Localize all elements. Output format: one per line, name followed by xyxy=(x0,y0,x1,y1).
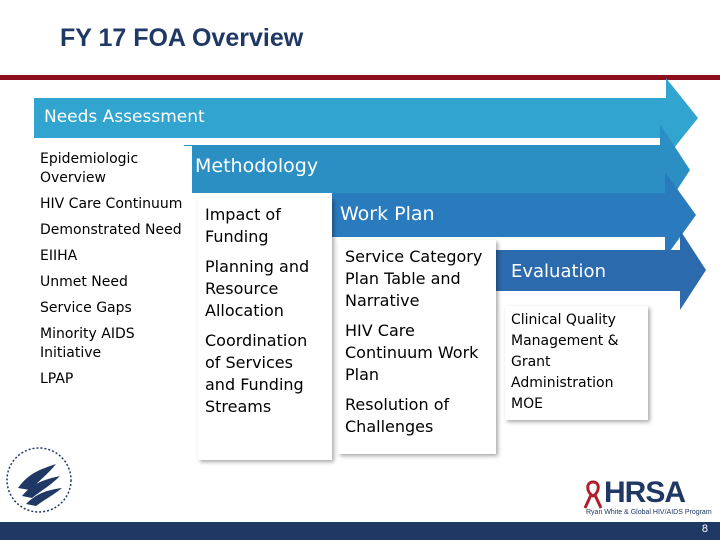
page-number: 8 xyxy=(701,523,708,535)
hrsa-wordmark: HRSA xyxy=(604,476,686,509)
list-item: Resolution of Challenges xyxy=(345,395,450,436)
band-work-plan: Work Plan xyxy=(340,203,435,225)
list-item: Unmet Need xyxy=(40,274,128,290)
list-item: EIIHA xyxy=(40,248,78,264)
band-evaluation: Evaluation xyxy=(511,261,606,282)
slide-title: FY 17 FOA Overview xyxy=(60,24,304,52)
list-item: Demonstrated Need xyxy=(40,222,182,238)
list-item: Epidemiologic Overview xyxy=(40,151,139,186)
list-item: Service Category Plan Table and Narrative xyxy=(345,247,483,310)
work-plan-list xyxy=(338,240,496,454)
list-item: Planning and Resource Allocation xyxy=(205,257,310,320)
list-item: HIV Care Continuum Work Plan xyxy=(345,321,479,384)
list-item: Minority AIDS Initiative xyxy=(40,326,135,361)
list-item: Coordination of Services and Funding Streams xyxy=(205,331,308,416)
list-item: HIV Care Continuum xyxy=(40,196,183,212)
footer-bar xyxy=(0,522,720,540)
hhs-seal-logo xyxy=(4,444,74,516)
list-item: Impact of Funding xyxy=(205,205,281,246)
hrsa-logo xyxy=(580,478,716,518)
needs-assessment-list xyxy=(34,146,192,440)
red-ribbon-icon xyxy=(582,480,604,510)
list-item: Clinical Quality Management & Grant Administration MOE xyxy=(511,312,619,412)
band-needs-assessment: Needs Assessment xyxy=(44,107,205,127)
evaluation-list xyxy=(505,306,648,420)
band-methodology: Methodology xyxy=(195,155,319,177)
list-item: Service Gaps xyxy=(40,300,132,316)
list-item: LPAP xyxy=(40,371,74,387)
hrsa-tagline: Ryan White & Global HIV/AIDS Program xyxy=(586,509,712,516)
methodology-list xyxy=(198,198,332,460)
